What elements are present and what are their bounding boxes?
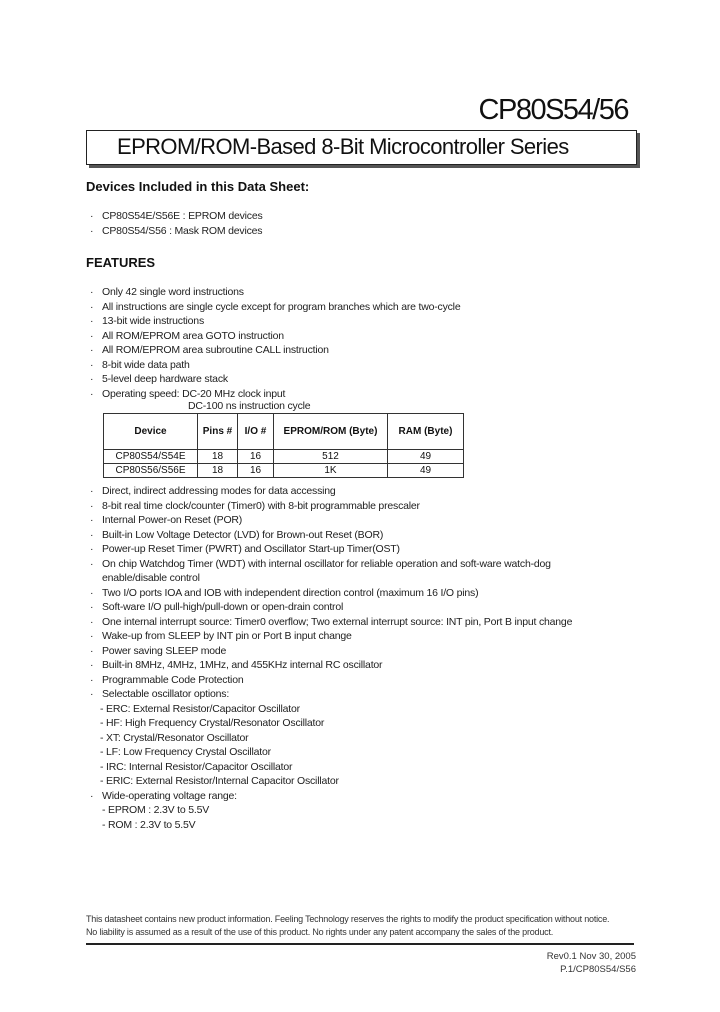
list-item: · One internal interrupt source: Timer0 overflow; Two external interrupt source: INT pin, Port B input change bbox=[90, 615, 573, 628]
table-header: Device bbox=[104, 414, 198, 450]
list-item: · Only 42 single word instructions bbox=[90, 286, 244, 298]
table-header: RAM (Byte) bbox=[388, 414, 464, 450]
table-cell: 18 bbox=[198, 450, 238, 464]
revision-info: Rev0.1 Nov 30, 2005 bbox=[546, 951, 636, 962]
devices-list bbox=[88, 209, 263, 238]
oscillator-option: - LF: Low Frequency Crystal Oscillator bbox=[100, 746, 271, 758]
table-header: I/O # bbox=[238, 414, 274, 450]
list-item: · All ROM/EPROM area subroutine CALL instruction bbox=[90, 344, 329, 356]
table-cell: 16 bbox=[238, 450, 274, 464]
oscillator-option: - IRC: Internal Resistor/Capacitor Oscillator bbox=[100, 760, 293, 773]
list-item: · Power-up Reset Timer (PWRT) and Oscillator Start-up Timer(OST) bbox=[90, 543, 400, 555]
list-item: · Programmable Code Protection bbox=[90, 673, 244, 686]
disclaimer-line-2: No liability is assumed as a result of the use of this product. No rights under any patent accompany the sales of the product. bbox=[86, 927, 554, 937]
list-item: · 8-bit wide data path bbox=[90, 358, 190, 371]
list-item: · Selectable oscillator options: bbox=[90, 688, 230, 700]
list-item: · Wide-operating voltage range: bbox=[90, 789, 237, 802]
features-list-a bbox=[88, 285, 460, 401]
list-item: · 5-level deep hardware stack bbox=[90, 373, 228, 385]
list-item: · Two I/O ports IOA and IOB with independent direction control (maximum 16 I/O pins) bbox=[90, 586, 479, 599]
table-cell: 49 bbox=[388, 450, 464, 464]
devices-heading: Devices Included in this Data Sheet: bbox=[86, 179, 310, 194]
title-banner bbox=[86, 130, 637, 165]
table-header-row bbox=[104, 414, 464, 450]
table-cell: CP80S56/S56E bbox=[104, 464, 198, 478]
table-header: EPROM/ROM (Byte) bbox=[274, 414, 388, 450]
list-item: · Direct, indirect addressing modes for data accessing bbox=[90, 485, 336, 497]
list-item: · Internal Power-on Reset (POR) bbox=[90, 514, 243, 526]
table-cell: 1K bbox=[274, 464, 388, 478]
voltage-option: - EPROM : 2.3V to 5.5V bbox=[102, 804, 210, 816]
list-item: · CP80S54E/S56E : EPROM devices bbox=[90, 210, 263, 222]
list-item: · 8-bit real time clock/counter (Timer0) with 8-bit programmable prescaler bbox=[90, 499, 420, 512]
device-table bbox=[103, 413, 464, 478]
list-item: · All instructions are single cycle except for program branches which are two-cycle bbox=[90, 300, 461, 313]
table-cell: 16 bbox=[238, 464, 274, 478]
list-item: · Operating speed: DC-20 MHz clock input bbox=[90, 387, 286, 400]
table-row bbox=[104, 450, 464, 464]
list-item: · On chip Watchdog Timer (WDT) with internal oscillator for reliable operation and soft-ware watch-dog bbox=[90, 557, 551, 570]
oscillator-option: - ERIC: External Resistor/Internal Capacitor Oscillator bbox=[100, 775, 339, 787]
list-item: · CP80S54/S56 : Mask ROM devices bbox=[90, 224, 263, 237]
oscillator-option: - XT: Crystal/Resonator Oscillator bbox=[100, 731, 249, 744]
table-header: Pins # bbox=[198, 414, 238, 450]
list-item: · Built-in 8MHz, 4MHz, 1MHz, and 455KHz internal RC oscillator bbox=[90, 659, 383, 671]
table-cell: CP80S54/S54E bbox=[104, 450, 198, 464]
instruction-cycle-note: DC-100 ns instruction cycle bbox=[188, 400, 311, 412]
list-item: · 13-bit wide instructions bbox=[90, 315, 204, 327]
footer-divider bbox=[86, 943, 634, 945]
list-item: · Power saving SLEEP mode bbox=[90, 644, 227, 657]
table-row bbox=[104, 464, 464, 478]
list-item: · All ROM/EPROM area GOTO instruction bbox=[90, 329, 284, 342]
table-cell: 49 bbox=[388, 464, 464, 478]
table-cell: 512 bbox=[274, 450, 388, 464]
voltage-option: - ROM : 2.3V to 5.5V bbox=[102, 818, 196, 831]
oscillator-option: - ERC: External Resistor/Capacitor Oscillator bbox=[100, 702, 300, 715]
features-heading: FEATURES bbox=[86, 255, 156, 270]
page-number: P.1/CP80S54/S56 bbox=[560, 964, 636, 975]
list-item: · Built-in Low Voltage Detector (LVD) for Brown-out Reset (BOR) bbox=[90, 528, 384, 541]
part-number: CP80S54/56 bbox=[478, 94, 628, 126]
document-title: EPROM/ROM-Based 8-Bit Microcontroller Series bbox=[117, 134, 569, 159]
oscillator-option: - HF: High Frequency Crystal/Resonator Oscillator bbox=[100, 717, 325, 729]
list-item: · Wake-up from SLEEP by INT pin or Port B input change bbox=[90, 630, 352, 642]
disclaimer-line-1: This datasheet contains new product information. Feeling Technology reserves the rights to modify the product specification without notice. bbox=[86, 914, 610, 924]
list-item-continuation: enable/disable control bbox=[102, 572, 200, 584]
features-list-b bbox=[88, 484, 572, 832]
list-item: · Soft-ware I/O pull-high/pull-down or open-drain control bbox=[90, 601, 344, 613]
table-cell: 18 bbox=[198, 464, 238, 478]
